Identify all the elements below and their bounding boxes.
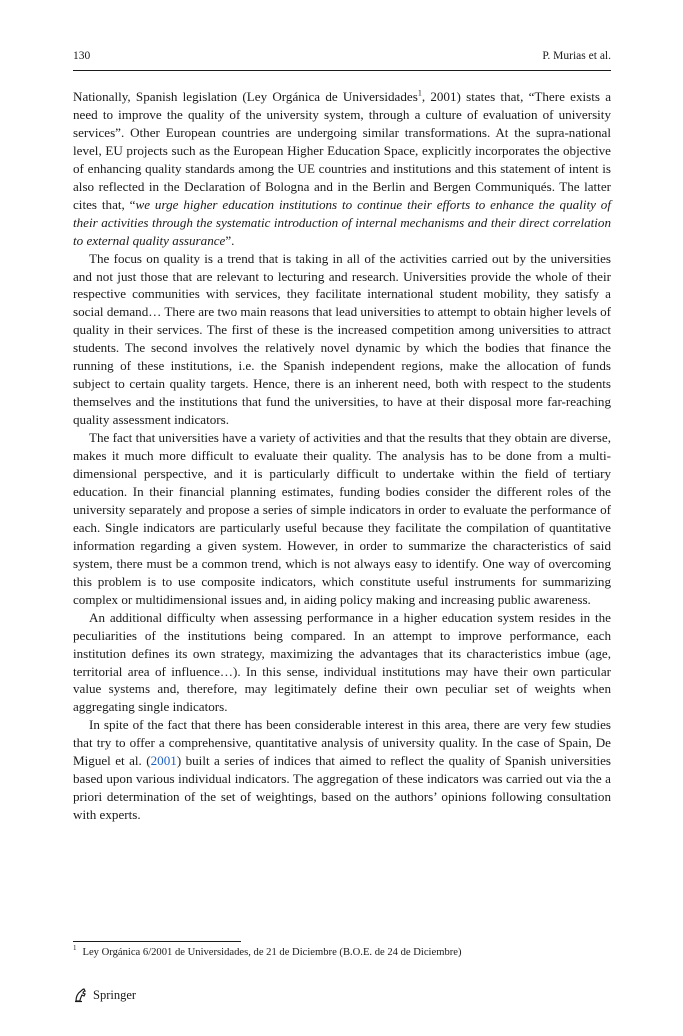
bergen-quote: we urge higher education institutions to continue their efforts to enhance the quality of their activities through the systematic introduction of internal mechanisms and their direct correlation to external quality assurance — [73, 196, 611, 248]
publisher-logo — [73, 985, 136, 1005]
running-head-authors: P. Murias et al. — [542, 50, 611, 62]
footnote-mark: 1 — [73, 944, 77, 953]
footnote — [73, 946, 611, 960]
header-divider — [73, 70, 611, 71]
running-header — [73, 50, 611, 70]
article-body — [73, 88, 611, 824]
citation-link-de-miguel[interactable]: 2001 — [150, 753, 177, 769]
page-number: 130 — [73, 50, 91, 62]
publisher-name: Springer — [93, 987, 137, 1002]
paragraph-2: The focus on quality is a trend that is taking in all of the activities carried out by the universities and not just those that are relevant to lecturing and research. Universities provide the whole of their respective communities with services, they facilitate international student mobility, they satisfy a social demand… There are two main reasons that lead universities to attempt to obtain higher levels of quality in their services. The first of these is the increased competition among universities to attract students. The second involves the relatively novel dynamic by which the bodies that finance the running of these institutions, i.e. the Spanish independent regions, make the allocation of funds subject to certain quality targets. Hence, there is an inherent need, both with respect to the students themselves and the institutions that fund the universities, to have at their disposal more far-reaching quality assessment indicators. — [73, 250, 611, 428]
springer-horse-icon — [73, 987, 89, 1003]
paragraph-4: An additional difficulty when assessing performance in a higher education system resides in the peculiarities of the institutions being compared. In an attempt to improve performance, each institution defines its own strategy, maximizing the advantages that its characteristics imbue (age, territorial area of influence…). In this sense, individual institutions may have their own particular value systems and, therefore, may legitimately define their own peculiar set of weights when aggregating single indicators. — [73, 609, 611, 715]
paragraph-5: In spite of the fact that there has been considerable interest in this area, there are very few studies that try to offer a comprehensive, quantitative analysis of university quality. In the case of Spain, De Miguel et al. (2001) built a series of indices that aimed to reflect the quality of Spanish universities based upon various individual indicators. The aggregation of these indicators was carried out via the a priori determination of the set of weightings, based on the authors’ opinions following consultation with experts. — [73, 717, 611, 823]
footnote-reference[interactable]: 1 — [417, 88, 422, 98]
paragraph-3: The fact that universities have a variety of activities and that the results that they obtain are diverse, makes it much more difficult to evaluate their quality. The analysis has to be done from a multi-dimensional perspective, and it is particularly difficult to undertake within the field of tertiary education. In their financial planning estimates, funding bodies consider the different roles of the university separately and propose a series of simple indicators in order to evaluate the performance of each. Single indicators are particularly useful because they facilitate the compilation of quantitative information regarding a given system. However, in order to summarize the characteristics of said system, there must be a common trend, which is not always easy to identify. One way of overcoming this problem is to use composite indicators, which constitute useful instruments for summarizing complex or multidimensional issues and, in aiding policy making and increasing public awareness. — [73, 430, 611, 607]
footnote-divider — [73, 941, 241, 942]
footnote-text: Ley Orgánica 6/2001 de Universidades, de 21 de Diciembre (B.O.E. de 24 de Diciembre) — [82, 947, 462, 958]
paragraph-1: Nationally, Spanish legislation (Ley Orgánica de Universidades$^1$, 2001) states that, “There exists a need to improve the quality of the university system, through a culture of evaluation of university services”. Other European countries are undergoing similar transformations. At the supra-national level, EU projects such as the European Higher Education Space, explicitly incorporates the objective of enhancing quality standards among the UE countries and institutions and this statement of intent is also reflected in the Declaration of Bologna and in the Berlin and Bergen Communiqués. The latter cites that, “we urge higher education institutions to continue their efforts to enhance the quality of their activities through the systematic introduction of internal mechanisms and their direct correlation to external quality assurance”. — [73, 88, 612, 248]
